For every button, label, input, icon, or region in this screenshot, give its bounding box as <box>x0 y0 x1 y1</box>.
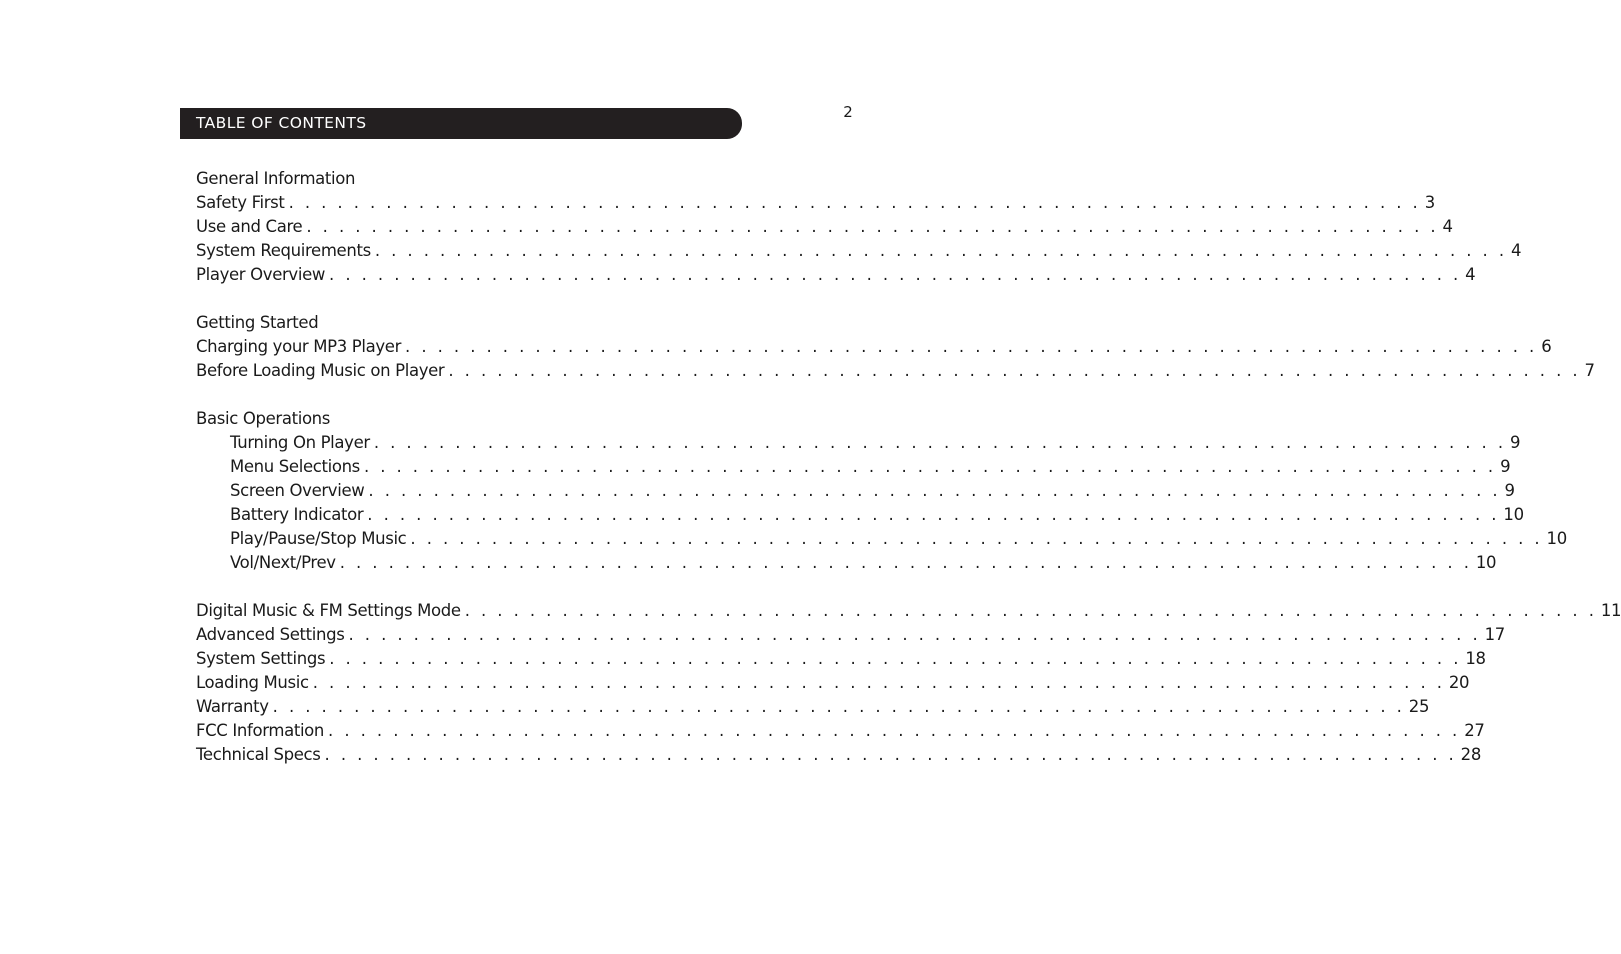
toc-entry-advanced-settings[interactable] <box>196 623 1505 647</box>
toc-entry-page: 4 <box>1510 241 1522 260</box>
toc-entry-page: 9 <box>1509 433 1521 452</box>
toc-entry-page: 6 <box>1541 337 1552 356</box>
section-heading-basic-operations: Basic Operations <box>196 409 331 428</box>
toc-entry-label: Charging your MP3 Player <box>196 337 402 356</box>
toc-entry-label: FCC Information <box>196 721 325 740</box>
toc-entry-use-and-care[interactable] <box>196 215 1453 239</box>
toc-entry-label: Safety First <box>196 193 285 212</box>
toc-entry-battery-indicator[interactable] <box>196 503 1524 527</box>
toc-entry-safety-first[interactable] <box>196 191 1435 215</box>
toc-entry-system-settings[interactable] <box>196 647 1486 671</box>
dot-leader: . . . . . . . . . . . . . . . . . . . . . . . . . . . . . . . . . . . . . . . . . . . . . . . . . . . . . . . . . . . . . . . . . . . . . . <box>306 217 1439 236</box>
dot-leader: . . . . . . . . . . . . . . . . . . . . . . . . . . . . . . . . . . . . . . . . . . . . . . . . . . . . . . . . . . . . . . . . . . . . . . <box>348 625 1481 644</box>
dot-leader: . . . . . . . . . . . . . . . . . . . . . . . . . . . . . . . . . . . . . . . . . . . . . . . . . . . . . . . . . . . . . . . . . . . . . . <box>329 649 1462 668</box>
dot-leader: . . . . . . . . . . . . . . . . . . . . . . . . . . . . . . . . . . . . . . . . . . . . . . . . . . . . . . . . . . . . . . . . . . . . . . <box>328 721 1461 740</box>
toc-entry-label: Menu Selections <box>230 457 360 476</box>
toc-entry-label: Before Loading Music on Player <box>196 361 445 380</box>
dot-leader: . . . . . . . . . . . . . . . . . . . . . . . . . . . . . . . . . . . . . . . . . . . . . . . . . . . . . . . . . . . . . . . . . . . . . . <box>448 361 1581 380</box>
toc-entry-vol-next-prev[interactable] <box>196 551 1497 575</box>
toc-entry-label: System Settings <box>196 649 326 668</box>
toc-banner <box>180 108 742 139</box>
toc-entry-label: Advanced Settings <box>196 625 345 644</box>
dot-leader: . . . . . . . . . . . . . . . . . . . . . . . . . . . . . . . . . . . . . . . . . . . . . . . . . . . . . . . . . . . . . . . . . . . . . . <box>272 697 1405 716</box>
dot-leader: . . . . . . . . . . . . . . . . . . . . . . . . . . . . . . . . . . . . . . . . . . . . . . . . . . . . . . . . . . . . . . . . . . . . . . <box>324 745 1457 764</box>
toc-entry-page: 3 <box>1424 193 1435 212</box>
toc-entry-page: 7 <box>1584 361 1595 380</box>
dot-leader: . . . . . . . . . . . . . . . . . . . . . . . . . . . . . . . . . . . . . . . . . . . . . . . . . . . . . . . . . . . . . . . . . . . . . . <box>312 673 1445 692</box>
toc-entry-label: Play/Pause/Stop Music <box>230 529 407 548</box>
toc-entry-label: Use and Care <box>196 217 303 236</box>
dot-leader: . . . . . . . . . . . . . . . . . . . . . . . . . . . . . . . . . . . . . . . . . . . . . . . . . . . . . . . . . . . . . . . . . . . . . . <box>374 241 1507 260</box>
toc-entry-loading-music[interactable] <box>196 671 1470 695</box>
toc-entry-label: Loading Music <box>196 673 309 692</box>
dot-leader: . . . . . . . . . . . . . . . . . . . . . . . . . . . . . . . . . . . . . . . . . . . . . . . . . . . . . . . . . . . . . . . . . . . . . . <box>339 553 1472 572</box>
toc-entry-label: Warranty <box>196 697 269 716</box>
toc-entry-page: 10 <box>1503 505 1524 524</box>
dot-leader: . . . . . . . . . . . . . . . . . . . . . . . . . . . . . . . . . . . . . . . . . . . . . . . . . . . . . . . . . . . . . . . . . . . . . . <box>329 265 1462 284</box>
dot-leader: . . . . . . . . . . . . . . . . . . . . . . . . . . . . . . . . . . . . . . . . . . . . . . . . . . . . . . . . . . . . . . . . . . . . . . <box>368 481 1501 500</box>
toc-entry-page: 17 <box>1484 625 1505 644</box>
toc-entry-page: 10 <box>1546 529 1567 548</box>
toc-entry-label: Vol/Next/Prev <box>230 553 336 572</box>
page-number: 2 <box>843 103 853 121</box>
section-heading-general-information: General Information <box>196 169 356 188</box>
toc-entry-page: 9 <box>1500 457 1511 476</box>
toc-entry-play-pause-stop-music[interactable] <box>196 527 1567 551</box>
toc-entry-charging-your-mp3-player[interactable] <box>196 335 1552 359</box>
toc-entry-player-overview[interactable] <box>196 263 1476 287</box>
toc-entry-page: 11 <box>1600 601 1621 620</box>
toc-entry-digital-music-fm-settings[interactable] <box>196 599 1621 623</box>
toc-entry-page: 28 <box>1460 745 1481 764</box>
toc-entry-label: Player Overview <box>196 265 326 284</box>
dot-leader: . . . . . . . . . . . . . . . . . . . . . . . . . . . . . . . . . . . . . . . . . . . . . . . . . . . . . . . . . . . . . . . . . . . . . . <box>373 433 1506 452</box>
toc-entry-page: 27 <box>1464 721 1485 740</box>
dot-leader: . . . . . . . . . . . . . . . . . . . . . . . . . . . . . . . . . . . . . . . . . . . . . . . . . . . . . . . . . . . . . . . . . . . . . . <box>410 529 1543 548</box>
dot-leader: . . . . . . . . . . . . . . . . . . . . . . . . . . . . . . . . . . . . . . . . . . . . . . . . . . . . . . . . . . . . . . . . . . . . . . <box>288 193 1421 212</box>
table-of-contents <box>196 167 1621 767</box>
toc-entry-warranty[interactable] <box>196 695 1430 719</box>
toc-entry-label: Turning On Player <box>230 433 370 452</box>
toc-entry-fcc-information[interactable] <box>196 719 1485 743</box>
toc-entry-label: Battery Indicator <box>230 505 364 524</box>
toc-entry-page: 4 <box>1465 265 1476 284</box>
section-heading-getting-started: Getting Started <box>196 313 319 332</box>
toc-entry-page: 20 <box>1448 673 1470 692</box>
toc-entry-turning-on-player[interactable] <box>196 431 1521 455</box>
toc-entry-label: Digital Music & FM Settings Mode <box>196 601 461 620</box>
dot-leader: . . . . . . . . . . . . . . . . . . . . . . . . . . . . . . . . . . . . . . . . . . . . . . . . . . . . . . . . . . . . . . . . . . . . . . <box>405 337 1538 356</box>
toc-entry-menu-selections[interactable] <box>196 455 1511 479</box>
toc-entry-label: System Requirements <box>196 241 371 260</box>
toc-entry-label: Technical Specs <box>196 745 321 764</box>
dot-leader: . . . . . . . . . . . . . . . . . . . . . . . . . . . . . . . . . . . . . . . . . . . . . . . . . . . . . . . . . . . . . . . . . . . . . . <box>363 457 1497 476</box>
toc-entry-page: 4 <box>1442 217 1453 236</box>
toc-entry-page: 9 <box>1504 481 1515 500</box>
dot-leader: . . . . . . . . . . . . . . . . . . . . . . . . . . . . . . . . . . . . . . . . . . . . . . . . . . . . . . . . . . . . . . . . . . . . . . <box>464 601 1597 620</box>
toc-entry-page: 10 <box>1475 553 1497 572</box>
toc-entry-before-loading-music[interactable] <box>196 359 1595 383</box>
toc-entry-system-requirements[interactable] <box>196 239 1522 263</box>
toc-entry-label: Screen Overview <box>230 481 365 500</box>
toc-entry-technical-specs[interactable] <box>196 743 1481 767</box>
dot-leader: . . . . . . . . . . . . . . . . . . . . . . . . . . . . . . . . . . . . . . . . . . . . . . . . . . . . . . . . . . . . . . . . . . . . . . <box>367 505 1500 524</box>
toc-entry-page: 18 <box>1465 649 1486 668</box>
toc-title: TABLE OF CONTENTS <box>196 114 367 132</box>
toc-entry-screen-overview[interactable] <box>196 479 1515 503</box>
toc-entry-page: 25 <box>1408 697 1430 716</box>
